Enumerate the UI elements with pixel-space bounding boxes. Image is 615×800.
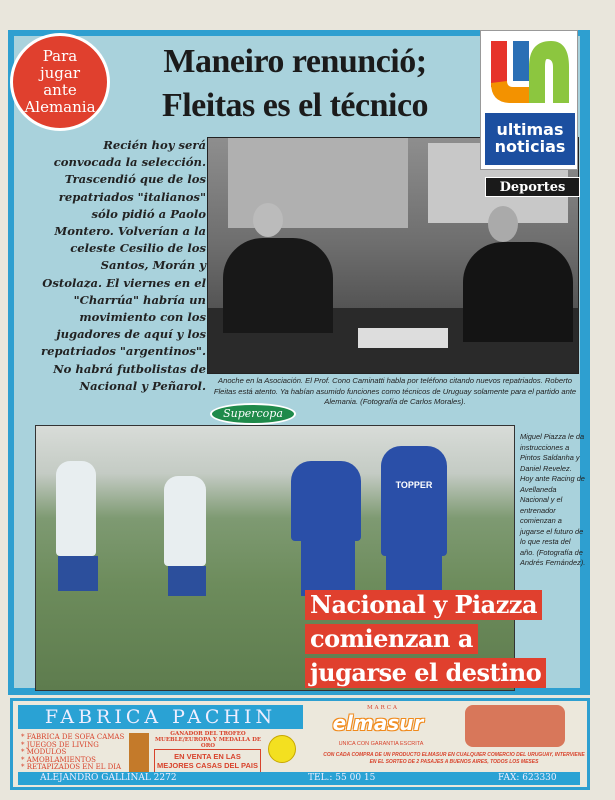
trophy-icon bbox=[129, 733, 149, 775]
ad-items bbox=[21, 734, 126, 772]
photo-caption: Anoche en la Asociación. El Prof. Cono Caminatti habla por teléfono citando nuevos repatriados. Roberto Fleitas está atento. Ya habían asumido funciones como técnicos de Uruguay solamente para el partido ante Alemania. (Fotografía de Carlos Morales). bbox=[213, 376, 577, 406]
headline2-line: comienzan a bbox=[305, 624, 478, 654]
trainer bbox=[381, 446, 447, 556]
ad-award: GANADOR DEL TROFEO MUEBLE/EUROPA Y MEDALLA DE ORO bbox=[154, 731, 262, 749]
supercopa-badge: Supercopa bbox=[210, 403, 296, 425]
ad-marca: MARCA bbox=[367, 705, 399, 711]
person-head bbox=[253, 203, 283, 237]
badge-line: jugar bbox=[39, 64, 81, 82]
badge-line: Alemania bbox=[24, 98, 96, 116]
photo-caption: Miguel Piazza le da instrucciones a Pintos Saldanha y Daniel Revelez. Hoy ante Racing de Avellaneda Nacional y el entrenador comienzan a jugarse el futuro de lo que resta del año. (Fotografía de Andrés Fernández). bbox=[520, 432, 586, 567]
headline-line: Fleitas es el técnico bbox=[161, 87, 429, 124]
player bbox=[164, 476, 206, 566]
papers bbox=[358, 328, 448, 348]
ad-guarantee: UNICA CON GARANTIA ESCRITA bbox=[338, 741, 424, 747]
elmasur-logo: elmasur bbox=[332, 711, 424, 735]
ad-item: * FABRICA DE SOFA CAMAS bbox=[21, 733, 125, 741]
newspaper-logo bbox=[480, 30, 578, 170]
player bbox=[56, 461, 96, 556]
logo-name-line: ultimas bbox=[496, 120, 564, 139]
section-label: Deportes bbox=[485, 177, 580, 197]
person-body bbox=[223, 238, 333, 333]
ad-item: * JUEGOS DE LIVING bbox=[21, 740, 99, 749]
sofa-image bbox=[465, 705, 565, 747]
office-photo bbox=[207, 137, 579, 374]
headline2-line: jugarse el destino bbox=[305, 658, 546, 688]
ad-fax: FAX: 623330 bbox=[498, 773, 557, 783]
ad-item: * AMOBLAMIENTOS bbox=[21, 755, 96, 764]
ad-item: * RETAPIZADOS EN EL DIA bbox=[21, 763, 122, 772]
player-shorts bbox=[168, 566, 206, 596]
headline2-line: Nacional y Piazza bbox=[305, 590, 542, 620]
coach bbox=[291, 461, 361, 541]
ad-address: ALEJANDRO GALLINAL 2272 bbox=[40, 773, 177, 783]
ad-item: * MODULOS bbox=[21, 748, 67, 757]
headline-line: Maneiro renunció; bbox=[163, 43, 427, 80]
player-shorts bbox=[58, 556, 98, 591]
lead-paragraph: Recién hoy será convocada la selección. Trascendió que de los repatriados "italianos" sólo pidió a Paolo Montero. Volverían a la celeste Cesilio de los Santos, Morán y Ostolaza. El viernes en el "Charrúa" habría un movimiento con los jugadores de aquí y los repatriados "argentinos". No habrá futbolistas de Nacional y Peñarol. bbox=[41, 138, 206, 393]
medal-icon bbox=[268, 735, 296, 763]
shirt-text: TOPPER bbox=[395, 480, 433, 490]
ad-footer-band bbox=[18, 772, 580, 785]
person-head bbox=[488, 206, 518, 242]
logo-name-line: noticias bbox=[494, 137, 566, 156]
ad-sale: EN VENTA EN LAS MEJORES CASAS DEL PAIS bbox=[154, 749, 261, 773]
ad-brand: FABRICA PACHIN bbox=[18, 705, 303, 729]
badge-line: Para bbox=[42, 47, 78, 65]
coach-legs bbox=[301, 541, 355, 596]
person-body bbox=[463, 242, 573, 342]
main-headline bbox=[116, 40, 474, 128]
badge-line: ante bbox=[43, 81, 77, 99]
advertisement bbox=[10, 698, 590, 790]
logo-name bbox=[485, 113, 575, 165]
ad-tel: TEL.: 55 00 15 bbox=[308, 773, 376, 783]
un-logo-icon bbox=[489, 37, 571, 107]
kicker-badge bbox=[10, 33, 110, 131]
ad-promo: CON CADA COMPRA DE UN PRODUCTO ELMASUR EN CUALQUIER COMERCIO DEL URUGUAY, INTERVIENE EN EL SORTEO DE 2 PASAJES A BUENOS AIRES, TODOS LOS MESES bbox=[323, 752, 585, 765]
